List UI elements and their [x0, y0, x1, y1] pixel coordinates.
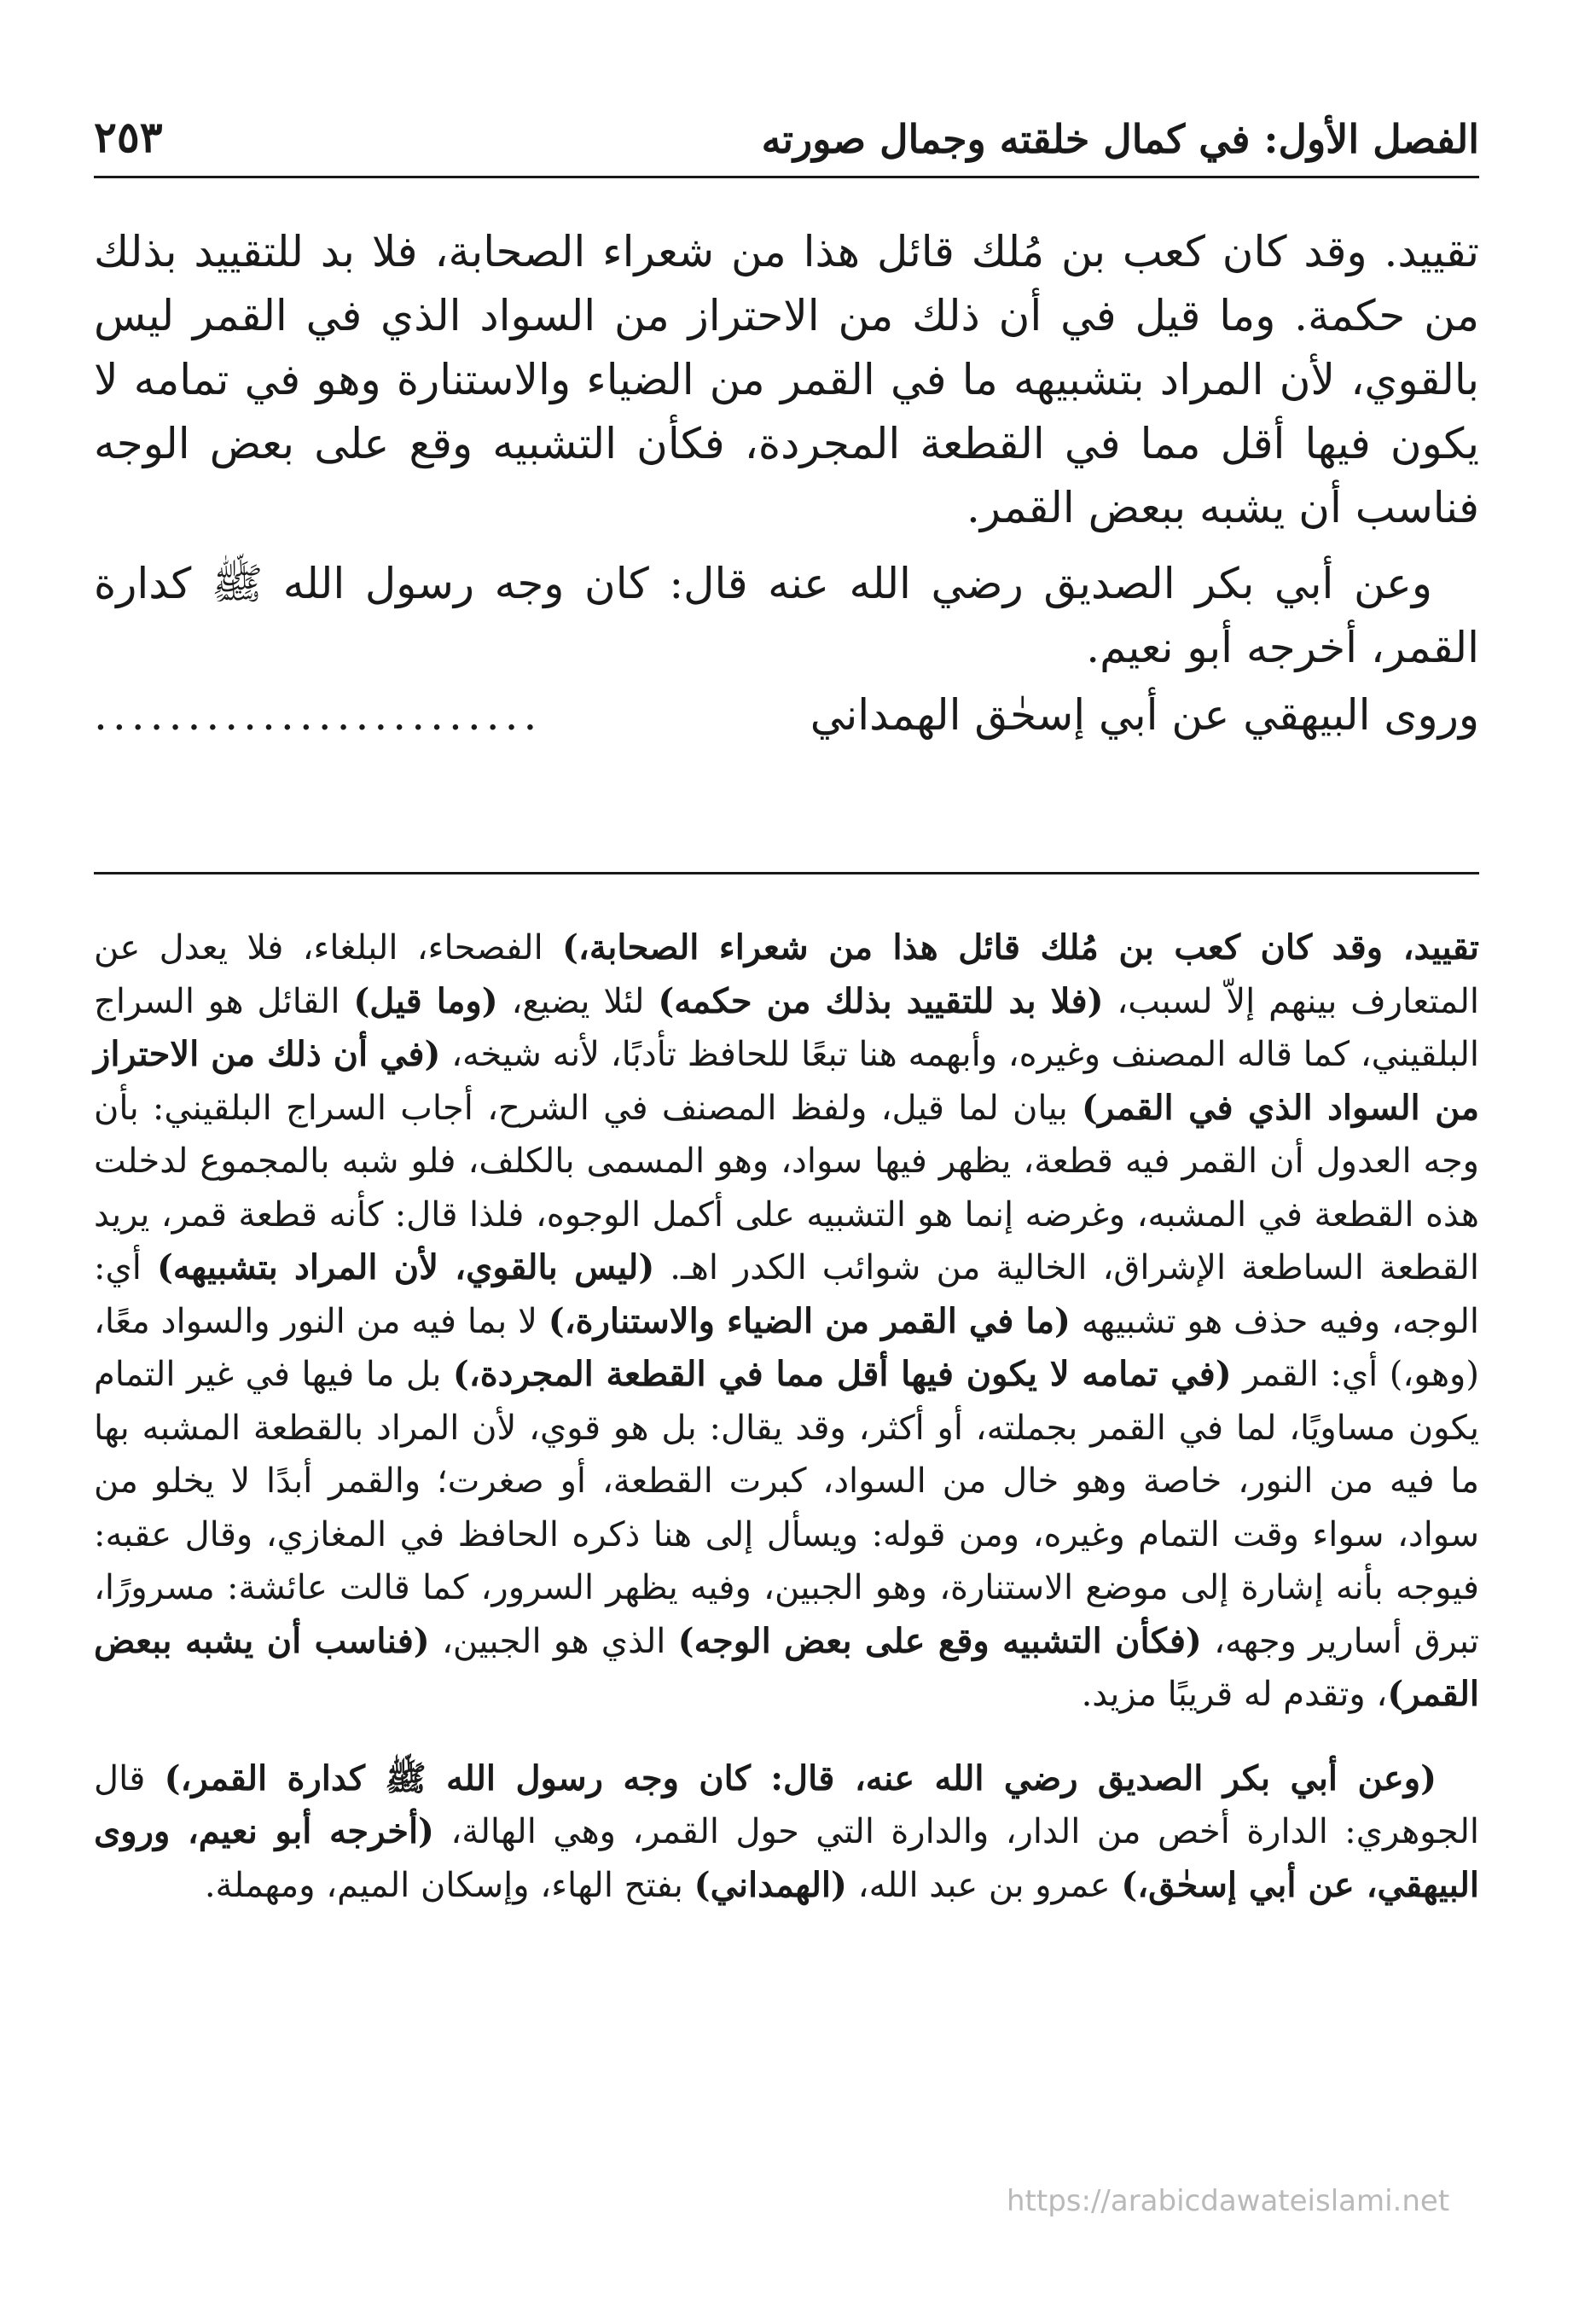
running-header — [94, 94, 1479, 162]
quoted-phrase: (أخرجه أبو نعيم، وروى البيهقي، عن أبي إسحٰق،) — [94, 1811, 1479, 1905]
matn-continuation-line — [94, 683, 1479, 747]
commentary-text: قال الجوهري: الدارة أخص من الدار، والدارة التي حول القمر، وهي الهالة، — [94, 1758, 1480, 1851]
commentary-text: لئلا يضيع، — [497, 981, 659, 1021]
quoted-phrase: (في تمامه لا يكون فيها أقل مما في القطعة المجردة،) — [452, 1354, 1232, 1394]
matn-paragraph-1: تقييد. وقد كان كعب بن مُلك قائل هذا من شعراء الصحابة، فلا بد للتقييد بذلك من حكمة. وما قيل في أن ذلك من الاحتراز من السواد الذي في القمر ليس بالقوي، لأن المراد بتشبيهه ما في القمر من الضياء والاستنارة وهو في تمامه لا يكون فيها أقل مما في القطعة المجردة، فكأن التشبيه وقع على بعض الوجه فناسب أن يشبه ببعض القمر. — [94, 227, 1479, 532]
matn-text — [94, 220, 1479, 747]
sharh-text — [94, 921, 1479, 1912]
quoted-phrase: (ليس بالقوي، لأن المراد بتشبيهه) — [156, 1247, 655, 1287]
commentary-text: بل ما فيها في غير التمام يكون مساويًا، لما في القمر بجملته، أو أكثر، وقد يقال: بل هو قوي، لأن المراد بالقطعة المشبه بها ما فيه من النور، خاصة وهو خال من السواد، كبرت القطعة، أو صغرت؛ والقمر أبدًا لا يخلو من سواد، سواء وقت التمام وغيره، ومن قوله: ويسأل إلى هنا ذكره الحافظ في المغازي، وقال عقبه: فيوجه بأنه إشارة إلى موضع الاستنارة، وهو الجبين، وفيه يظهر السرور، كما قالت عائشة: مسرورًا، تبرق أسارير وجهه، — [94, 1355, 1480, 1661]
matn-paragraph-3: وروى البيهقي عن أبي إسحٰق الهمداني — [810, 690, 1479, 740]
quoted-phrase: (وعن أبي بكر الصديق رضي الله عنه، — [854, 1758, 1437, 1798]
commentary-text: عمرو بن عبد الله، — [846, 1865, 1122, 1905]
sharh-paragraph-2 — [94, 1752, 1479, 1913]
header-rule — [94, 176, 1479, 178]
sharh-paragraph-1 — [94, 921, 1479, 1722]
commentary-text: ، وتقدم له قريبًا مزيد. — [1081, 1675, 1388, 1714]
quoted-phrase: تقييد، وقد كان كعب بن مُلك قائل هذا من شعراء الصحابة،) — [561, 927, 1479, 967]
matn-paragraph-2: وعن أبي بكر الصديق رضي الله عنه قال: كان وجه رسول الله ﷺ كدارة القمر، أخرجه أبو نعيم. — [94, 559, 1479, 672]
quoted-phrase: (فلا بد للتقييد بذلك من حكمه) — [658, 980, 1104, 1021]
quoted-phrase: (فكأن التشبيه وقع على بعض الوجه) — [677, 1620, 1202, 1661]
commentary-text: القائل هو السراج البلقيني، كما قاله المصنف وغيره، وأبهمه هنا تبعًا للحافظ تأدبًا، لأنه شيخه، — [94, 981, 1479, 1074]
watermark-url: https://arabicdawateislami.net — [1007, 2184, 1450, 2218]
quoted-phrase: قال: كان وجه رسول الله ﷺ كدارة القمر،) — [164, 1758, 855, 1798]
commentary-text: بيان لما قيل، ولفظ المصنف في الشرح، أجاب السراج البلقيني: بأن وجه العدول أن القمر فيه قطعة، يظهر فيها سواد، وهو المسمى بالكلف، فلو شبه بالمجموع لدخلت هذه القطعة في المشبه، وغرضه إنما هو التشبيه على أكمل الوجوه، فلذا قال: كأنه قطعة قمر، يريد القطعة الساطعة الإشراق، الخالية من شوائب الكدر اهـ. — [94, 1088, 1480, 1287]
quoted-phrase: (فناسب أن يشبه ببعض القمر) — [94, 1620, 1479, 1714]
commentary-text: لا بما فيه من النور والسواد معًا، (وهو،) أي: القمر — [94, 1301, 1479, 1394]
commentary-text: الفصحاء، البلغاء، فلا يعدل عن المتعارف بينهم إلاّ لسبب، — [94, 928, 1479, 1021]
commentary-text: بفتح الهاء، وإسكان الميم، ومهملة. — [204, 1865, 694, 1905]
separator-rule — [94, 872, 1479, 874]
quoted-phrase: (وما قيل) — [353, 980, 498, 1021]
quoted-phrase: (ما في القمر من الضياء والاستنارة،) — [548, 1300, 1071, 1341]
commentary-text: الذي هو الجبين، — [429, 1621, 678, 1661]
quoted-phrase: (في أن ذلك من الاحتراز من السواد الذي في القمر) — [94, 1034, 1479, 1128]
continuation-dots: ........................ — [94, 690, 543, 740]
chapter-title: الفصل الأول: في كمال خلقته وجمال صورته — [761, 116, 1479, 162]
commentary-text: أي: الوجه، وفيه حذف هو تشبيهه — [94, 1248, 1480, 1341]
page-number: ٢٥٣ — [94, 112, 163, 162]
quoted-phrase: (الهمداني) — [694, 1864, 847, 1905]
